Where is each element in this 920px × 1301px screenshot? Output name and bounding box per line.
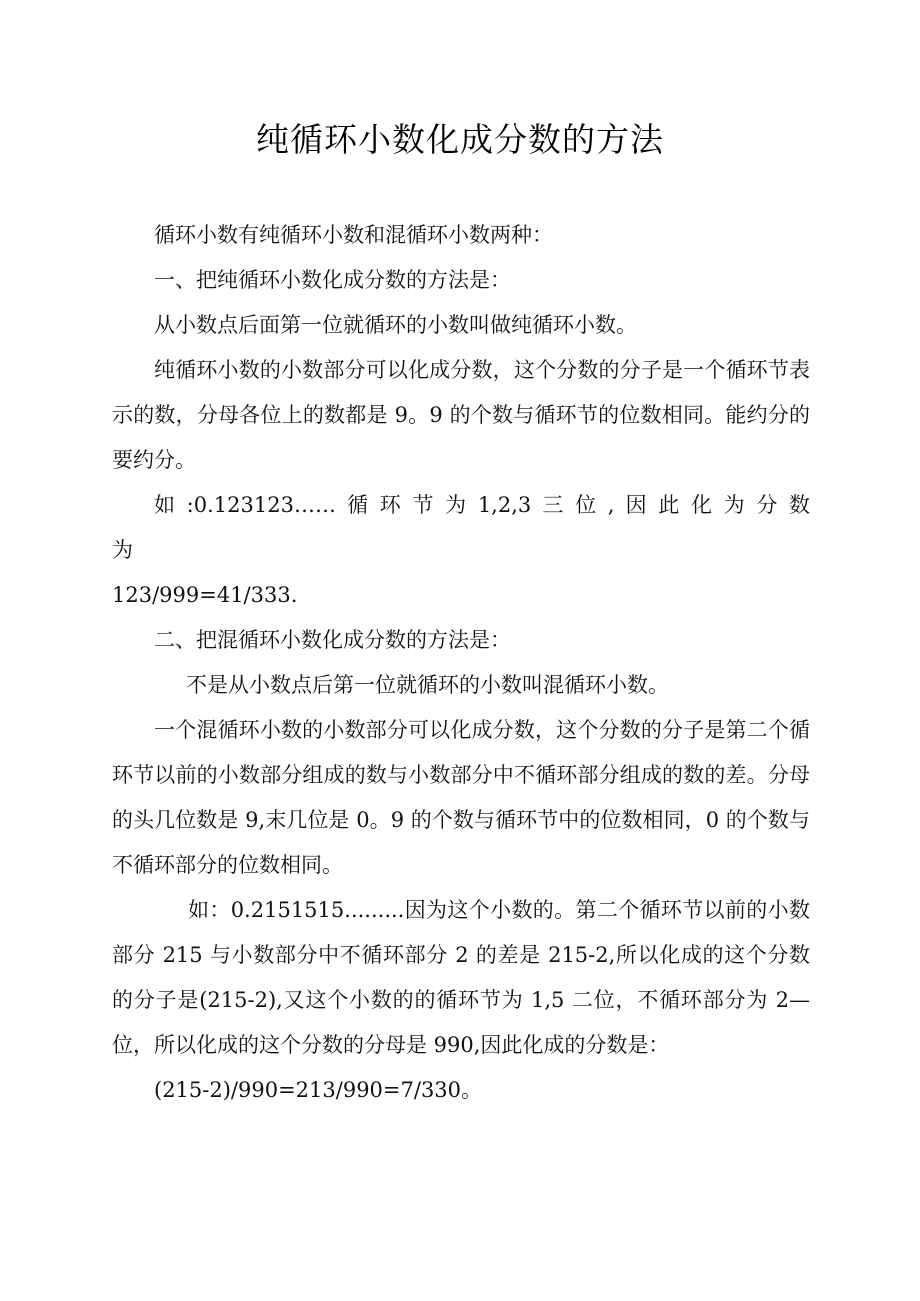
- paragraph-pure-definition: 从小数点后面第一位就循环的小数叫做纯循环小数。: [154, 313, 637, 337]
- paragraph-pure-method: 纯循环小数的小数部分可以化成分数，这个分数的分子是一个循环节表示的数，分母各位上的数都是 9。9 的个数与循环节的位数相同。能约分的要约分。: [112, 358, 810, 472]
- paragraph-mixed-example: 如：0.2151515.........因为这个小数的。第二个循环节以前的小数部分 215 与小数部分中不循环部分 2 的差是 215-2,所以化成的这个分数的分子是(215-2),又这个小数的的循环节为 1,5 二位，不循环部分为 2—位，所以化成的这个分数的分母是 990,因此化成的分数是：: [112, 898, 810, 1057]
- section-heading-mixed: 二、把混循环小数化成分数的方法是：: [154, 628, 511, 652]
- paragraph-mixed-definition: 不是从小数点后第一位就循环的小数叫混循环小数。: [186, 673, 669, 697]
- paragraph-mixed-example-result: (215-2)/990=213/990=7/330。: [154, 1078, 483, 1102]
- document-title: 纯循环小数化成分数的方法: [256, 120, 664, 159]
- section-heading-pure: 一、把纯循环小数化成分数的方法是：: [154, 268, 511, 292]
- paragraph-pure-example: 如 :0.123123…… 循 环 节 为 1,2,3 三 位 , 因 此 化 为 分 数 为: [112, 493, 810, 562]
- document-body: [112, 213, 810, 1113]
- paragraph-intro: 循环小数有纯循环小数和混循环小数两种：: [154, 223, 553, 247]
- paragraph-mixed-method: 一个混循环小数的小数部分可以化成分数，这个分数的分子是第二个循环节以前的小数部分组成的数与小数部分中不循环部分组成的数的差。分母的头几位数是 9,末几位是 0。9 的个数与循环节中的位数相同，0 的个数与不循环部分的位数相同。: [112, 718, 810, 877]
- paragraph-pure-example-result: 123/999=41/333.: [112, 583, 298, 607]
